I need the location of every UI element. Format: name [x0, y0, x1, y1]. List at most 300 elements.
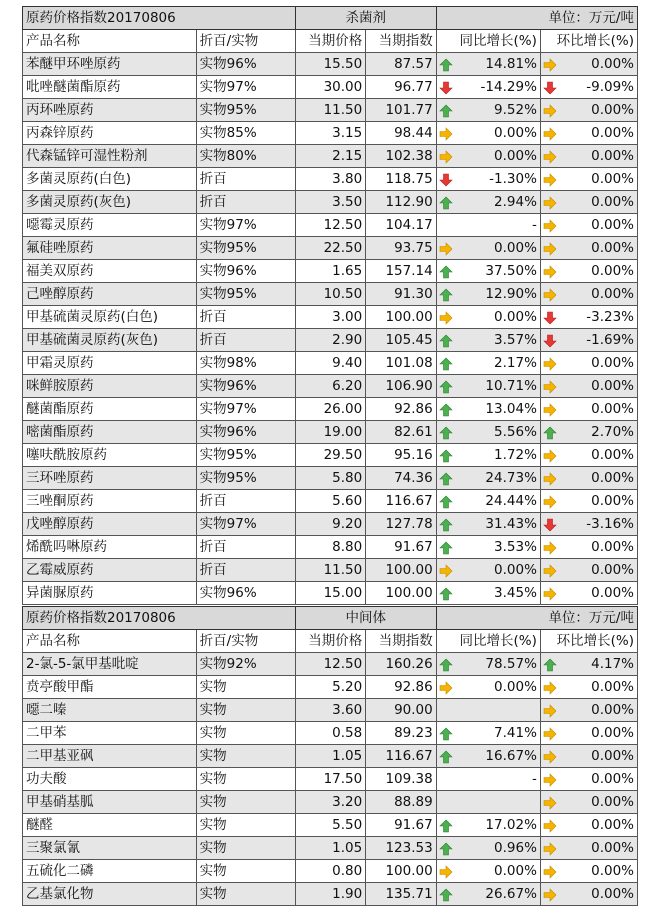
product-name: 功夫酸	[23, 768, 197, 791]
product-spec: 实物96%	[196, 53, 295, 76]
arrow-down-icon	[543, 333, 557, 347]
arrow-right-icon	[543, 703, 557, 717]
product-spec: 实物96%	[196, 421, 295, 444]
arrow-up-icon	[439, 540, 453, 554]
current-index: 104.17	[366, 214, 436, 237]
yoy-value: 12.90%	[485, 286, 537, 302]
current-index: 101.77	[366, 99, 436, 122]
mom-cell	[540, 814, 637, 837]
mom-value: 4.17%	[591, 656, 634, 672]
column-headers	[23, 630, 638, 653]
current-price: 1.05	[295, 837, 365, 860]
arrow-right-icon	[543, 195, 557, 209]
mom-cell	[540, 582, 637, 605]
yoy-cell	[436, 653, 540, 676]
arrow-up-icon	[439, 726, 453, 740]
yoy-value: -	[532, 217, 537, 233]
mom-cell	[540, 421, 637, 444]
arrow-up-icon	[439, 494, 453, 508]
mom-cell	[540, 444, 637, 467]
mom-value: 0.00%	[591, 679, 634, 695]
product-name: 多菌灵原药(白色)	[23, 168, 197, 191]
product-spec: 实物	[196, 814, 295, 837]
product-name: 乙基氯化物	[23, 883, 197, 906]
mom-cell	[540, 375, 637, 398]
table-row	[23, 214, 638, 237]
mom-value: 0.00%	[591, 148, 634, 164]
product-name: 代森锰锌可湿性粉剂	[23, 145, 197, 168]
yoy-cell	[436, 883, 540, 906]
current-index: 100.00	[366, 306, 436, 329]
table-row	[23, 329, 638, 352]
table-row	[23, 352, 638, 375]
yoy-value: 2.94%	[494, 194, 537, 210]
yoy-value: 1.72%	[494, 447, 537, 463]
fungicide-price-table	[22, 6, 638, 605]
current-index: 88.89	[366, 791, 436, 814]
yoy-cell	[436, 582, 540, 605]
mom-value: 0.00%	[591, 840, 634, 856]
yoy-cell	[436, 745, 540, 768]
arrow-down-icon	[543, 80, 557, 94]
product-name: 吡唑醚菌酯原药	[23, 76, 197, 99]
mom-value: 0.00%	[591, 539, 634, 555]
yoy-cell	[436, 329, 540, 352]
arrow-right-icon	[543, 864, 557, 878]
product-spec: 实物92%	[196, 653, 295, 676]
current-price: 2.90	[295, 329, 365, 352]
arrow-up-icon	[543, 425, 557, 439]
mom-cell	[540, 122, 637, 145]
table-row	[23, 722, 638, 745]
arrow-right-icon	[543, 563, 557, 577]
unit-label: 单位：万元/吨	[436, 7, 637, 30]
mom-value: 0.00%	[591, 725, 634, 741]
mom-value: 2.70%	[591, 424, 634, 440]
arrow-up-icon	[439, 818, 453, 832]
section-category: 中间体	[295, 607, 436, 630]
mom-cell	[540, 76, 637, 99]
arrow-right-icon	[543, 57, 557, 71]
product-name: 苯醚甲环唑原药	[23, 53, 197, 76]
yoy-cell	[436, 214, 540, 237]
product-spec: 实物	[196, 699, 295, 722]
yoy-cell	[436, 444, 540, 467]
current-index: 102.38	[366, 145, 436, 168]
yoy-cell	[436, 490, 540, 513]
yoy-value: 5.56%	[494, 424, 537, 440]
yoy-cell	[436, 237, 540, 260]
yoy-value: 0.00%	[494, 125, 537, 141]
column-header: 折百/实物	[196, 630, 295, 653]
yoy-cell	[436, 375, 540, 398]
table-row	[23, 145, 638, 168]
product-name: 噻呋酰胺原药	[23, 444, 197, 467]
product-spec: 实物	[196, 745, 295, 768]
column-header: 当期价格	[295, 30, 365, 53]
current-price: 29.50	[295, 444, 365, 467]
arrow-up-icon	[439, 448, 453, 462]
table-row	[23, 237, 638, 260]
arrow-down-icon	[543, 310, 557, 324]
product-name: 丙环唑原药	[23, 99, 197, 122]
product-spec: 实物	[196, 676, 295, 699]
table-row	[23, 814, 638, 837]
product-name: 烯酰吗啉原药	[23, 536, 197, 559]
mom-cell	[540, 699, 637, 722]
section-header	[23, 7, 638, 30]
product-name: 噁霉灵原药	[23, 214, 197, 237]
yoy-cell	[436, 283, 540, 306]
arrow-up-icon	[439, 657, 453, 671]
mom-value: 0.00%	[591, 240, 634, 256]
arrow-right-icon	[543, 126, 557, 140]
arrow-right-icon	[439, 126, 453, 140]
yoy-value: 3.45%	[494, 585, 537, 601]
current-index: 93.75	[366, 237, 436, 260]
current-index: 87.57	[366, 53, 436, 76]
table-row	[23, 168, 638, 191]
table-row	[23, 676, 638, 699]
current-index: 160.26	[366, 653, 436, 676]
arrow-right-icon	[543, 218, 557, 232]
mom-cell	[540, 768, 637, 791]
current-index: 96.77	[366, 76, 436, 99]
table-row	[23, 467, 638, 490]
yoy-cell	[436, 352, 540, 375]
mom-value: 0.00%	[591, 493, 634, 509]
mom-cell	[540, 214, 637, 237]
product-spec: 实物98%	[196, 352, 295, 375]
current-price: 2.15	[295, 145, 365, 168]
current-index: 100.00	[366, 860, 436, 883]
yoy-value: 13.04%	[485, 401, 537, 417]
arrow-up-icon	[439, 287, 453, 301]
yoy-cell	[436, 559, 540, 582]
arrow-right-icon	[543, 172, 557, 186]
product-name: 三唑酮原药	[23, 490, 197, 513]
arrow-right-icon	[543, 749, 557, 763]
arrow-right-icon	[543, 887, 557, 901]
product-name: 氟硅唑原药	[23, 237, 197, 260]
mom-cell	[540, 329, 637, 352]
product-spec: 实物	[196, 791, 295, 814]
yoy-cell	[436, 145, 540, 168]
mom-value: 0.00%	[591, 562, 634, 578]
mom-value: 0.00%	[591, 886, 634, 902]
product-name: 二甲基亚砜	[23, 745, 197, 768]
mom-value: 0.00%	[591, 470, 634, 486]
yoy-value: 26.67%	[485, 886, 537, 902]
product-name: 福美双原药	[23, 260, 197, 283]
mom-cell	[540, 883, 637, 906]
mom-cell	[540, 237, 637, 260]
current-index: 92.86	[366, 398, 436, 421]
yoy-cell	[436, 306, 540, 329]
mom-cell	[540, 722, 637, 745]
arrow-right-icon	[543, 402, 557, 416]
mom-cell	[540, 653, 637, 676]
mom-value: 0.00%	[591, 125, 634, 141]
yoy-cell	[436, 53, 540, 76]
current-price: 1.90	[295, 883, 365, 906]
current-price: 19.00	[295, 421, 365, 444]
product-name: 甲基硝基胍	[23, 791, 197, 814]
mom-value: 0.00%	[591, 286, 634, 302]
table-row	[23, 53, 638, 76]
current-price: 6.20	[295, 375, 365, 398]
product-name: 贲亭酸甲酯	[23, 676, 197, 699]
yoy-cell	[436, 536, 540, 559]
section-title: 原药价格指数20170806	[23, 7, 296, 30]
column-header: 同比增长(%)	[436, 30, 540, 53]
table-row	[23, 768, 638, 791]
yoy-value: 14.81%	[485, 56, 537, 72]
current-index: 116.67	[366, 745, 436, 768]
yoy-cell	[436, 768, 540, 791]
arrow-right-icon	[543, 241, 557, 255]
arrow-up-icon	[439, 264, 453, 278]
current-price: 26.00	[295, 398, 365, 421]
yoy-cell	[436, 99, 540, 122]
product-spec: 实物95%	[196, 444, 295, 467]
yoy-value: 0.00%	[494, 679, 537, 695]
product-spec: 实物80%	[196, 145, 295, 168]
product-spec: 实物95%	[196, 467, 295, 490]
product-name: 乙霉威原药	[23, 559, 197, 582]
arrow-right-icon	[543, 540, 557, 554]
current-price: 1.05	[295, 745, 365, 768]
table-row	[23, 883, 638, 906]
mom-value: 0.00%	[591, 585, 634, 601]
mom-cell	[540, 490, 637, 513]
intermediate-price-table	[22, 606, 638, 906]
product-name: 醚菌酯原药	[23, 398, 197, 421]
mom-cell	[540, 745, 637, 768]
intermediate-table-body	[23, 607, 638, 906]
product-name: 三聚氯氰	[23, 837, 197, 860]
current-index: 91.30	[366, 283, 436, 306]
yoy-cell	[436, 122, 540, 145]
column-header: 产品名称	[23, 630, 197, 653]
mom-value: 0.00%	[591, 56, 634, 72]
product-spec: 实物	[196, 722, 295, 745]
arrow-down-icon	[543, 517, 557, 531]
section-title: 原药价格指数20170806	[23, 607, 296, 630]
yoy-value: 16.67%	[485, 748, 537, 764]
product-spec: 折百	[196, 490, 295, 513]
current-index: 109.38	[366, 768, 436, 791]
mom-value: 0.00%	[591, 401, 634, 417]
mom-cell	[540, 168, 637, 191]
current-price: 11.50	[295, 559, 365, 582]
mom-cell	[540, 283, 637, 306]
arrow-right-icon	[543, 103, 557, 117]
mom-value: 0.00%	[591, 748, 634, 764]
table-row	[23, 283, 638, 306]
yoy-cell	[436, 814, 540, 837]
current-price: 22.50	[295, 237, 365, 260]
table-row	[23, 444, 638, 467]
table-row	[23, 559, 638, 582]
table-row	[23, 375, 638, 398]
arrow-up-icon	[439, 425, 453, 439]
product-spec: 实物97%	[196, 513, 295, 536]
mom-value: 0.00%	[591, 194, 634, 210]
mom-cell	[540, 260, 637, 283]
mom-value: 0.00%	[591, 355, 634, 371]
current-index: 100.00	[366, 559, 436, 582]
mom-value: 0.00%	[591, 263, 634, 279]
arrow-up-icon	[439, 402, 453, 416]
arrow-right-icon	[439, 563, 453, 577]
column-header: 当期价格	[295, 630, 365, 653]
current-index: 89.23	[366, 722, 436, 745]
current-price: 3.20	[295, 791, 365, 814]
current-price: 11.50	[295, 99, 365, 122]
product-name: 多菌灵原药(灰色)	[23, 191, 197, 214]
mom-cell	[540, 860, 637, 883]
current-price: 0.58	[295, 722, 365, 745]
arrow-right-icon	[543, 772, 557, 786]
product-spec: 折百	[196, 536, 295, 559]
arrow-right-icon	[543, 149, 557, 163]
mom-cell	[540, 53, 637, 76]
current-price: 5.20	[295, 676, 365, 699]
yoy-cell	[436, 168, 540, 191]
table-row	[23, 745, 638, 768]
product-spec: 折百	[196, 168, 295, 191]
arrow-right-icon	[439, 680, 453, 694]
yoy-cell	[436, 676, 540, 699]
yoy-value: 0.96%	[494, 840, 537, 856]
arrow-right-icon	[543, 471, 557, 485]
product-name: 甲霜灵原药	[23, 352, 197, 375]
current-index: 74.36	[366, 467, 436, 490]
current-price: 15.00	[295, 582, 365, 605]
mom-value: 0.00%	[591, 794, 634, 810]
yoy-cell	[436, 398, 540, 421]
table-row	[23, 490, 638, 513]
column-header: 产品名称	[23, 30, 197, 53]
mom-cell	[540, 145, 637, 168]
table-row	[23, 653, 638, 676]
product-spec: 实物	[196, 883, 295, 906]
arrow-right-icon	[543, 841, 557, 855]
table-row	[23, 99, 638, 122]
current-index: 91.67	[366, 814, 436, 837]
yoy-cell	[436, 421, 540, 444]
fungicide-table-body	[23, 7, 638, 605]
yoy-cell	[436, 260, 540, 283]
yoy-cell	[436, 860, 540, 883]
arrow-up-icon	[439, 195, 453, 209]
product-name: 二甲苯	[23, 722, 197, 745]
current-index: 112.90	[366, 191, 436, 214]
yoy-value: 3.57%	[494, 332, 537, 348]
arrow-right-icon	[543, 379, 557, 393]
table-row	[23, 76, 638, 99]
product-spec: 实物96%	[196, 260, 295, 283]
yoy-value: 0.00%	[494, 863, 537, 879]
mom-cell	[540, 398, 637, 421]
arrow-right-icon	[439, 241, 453, 255]
current-price: 15.50	[295, 53, 365, 76]
arrow-right-icon	[543, 680, 557, 694]
arrow-up-icon	[439, 103, 453, 117]
current-price: 30.00	[295, 76, 365, 99]
yoy-value: 0.00%	[494, 309, 537, 325]
arrow-down-icon	[439, 172, 453, 186]
current-price: 17.50	[295, 768, 365, 791]
product-name: 醚醛	[23, 814, 197, 837]
mom-cell	[540, 837, 637, 860]
arrow-up-icon	[439, 333, 453, 347]
product-name: 戊唑醇原药	[23, 513, 197, 536]
yoy-value: -1.30%	[489, 171, 537, 187]
table-row	[23, 860, 638, 883]
product-spec: 实物96%	[196, 582, 295, 605]
table-row	[23, 191, 638, 214]
product-spec: 实物97%	[196, 398, 295, 421]
arrow-up-icon	[439, 379, 453, 393]
arrow-right-icon	[543, 264, 557, 278]
product-name: 咪鲜胺原药	[23, 375, 197, 398]
arrow-up-icon	[543, 657, 557, 671]
mom-value: 0.00%	[591, 771, 634, 787]
current-price: 5.50	[295, 814, 365, 837]
current-index: 105.45	[366, 329, 436, 352]
current-index: 91.67	[366, 536, 436, 559]
yoy-cell	[436, 699, 540, 722]
current-price: 3.15	[295, 122, 365, 145]
current-index: 98.44	[366, 122, 436, 145]
current-index: 95.16	[366, 444, 436, 467]
mom-cell	[540, 467, 637, 490]
arrow-up-icon	[439, 57, 453, 71]
current-price: 3.50	[295, 191, 365, 214]
mom-value: 0.00%	[591, 102, 634, 118]
current-index: 90.00	[366, 699, 436, 722]
product-spec: 折百	[196, 329, 295, 352]
yoy-cell	[436, 722, 540, 745]
mom-value: -3.16%	[586, 516, 634, 532]
product-name: 己唑醇原药	[23, 283, 197, 306]
current-index: 100.00	[366, 582, 436, 605]
mom-cell	[540, 306, 637, 329]
mom-value: 0.00%	[591, 863, 634, 879]
arrow-right-icon	[543, 818, 557, 832]
section-category: 杀菌剂	[295, 7, 436, 30]
product-spec: 实物95%	[196, 283, 295, 306]
arrow-up-icon	[439, 586, 453, 600]
product-name: 甲基硫菌灵原药(白色)	[23, 306, 197, 329]
arrow-up-icon	[439, 356, 453, 370]
product-spec: 实物85%	[196, 122, 295, 145]
yoy-value: 31.43%	[485, 516, 537, 532]
arrow-up-icon	[439, 887, 453, 901]
product-spec: 实物	[196, 768, 295, 791]
yoy-cell	[436, 513, 540, 536]
current-price: 5.80	[295, 467, 365, 490]
yoy-value: 3.53%	[494, 539, 537, 555]
product-spec: 折百	[196, 559, 295, 582]
current-index: 127.78	[366, 513, 436, 536]
yoy-value: 37.50%	[485, 263, 537, 279]
current-price: 1.65	[295, 260, 365, 283]
yoy-value: 0.00%	[494, 562, 537, 578]
unit-label: 单位：万元/吨	[436, 607, 637, 630]
